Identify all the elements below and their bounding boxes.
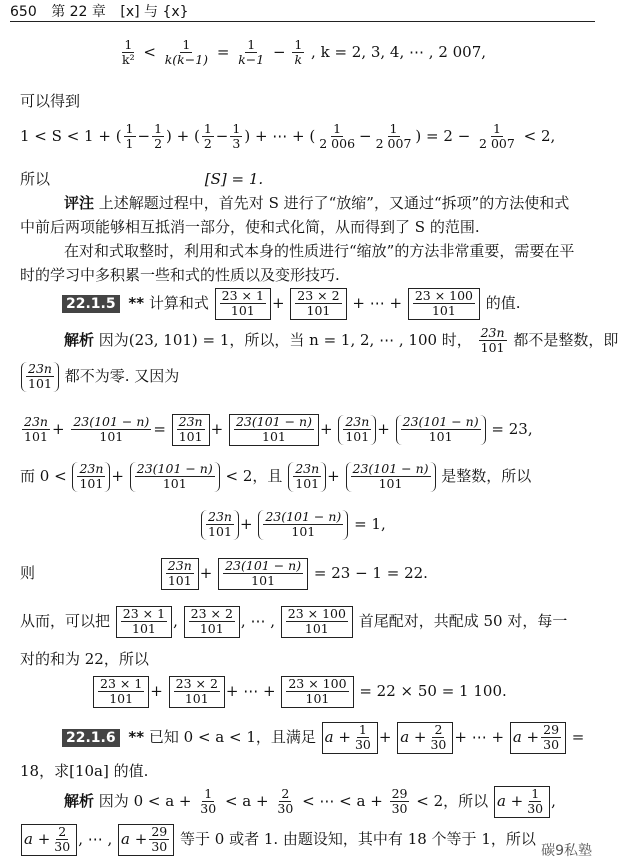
equation-9: $\frac{23 \times 1}{101}$ + $\frac{23 \times 2}{101}$ + ⋯ + $\frac{23 \times 100}{101}$ = 22 × 50 = 1 100. bbox=[92, 676, 604, 708]
problem-tag: 22.1.5 bbox=[62, 295, 120, 313]
problem-tag: 22.1.6 bbox=[62, 729, 120, 747]
watermark: 碳9私塾 bbox=[541, 840, 592, 860]
chapter-topic: [x] 与 {x} bbox=[120, 4, 189, 20]
solution-line: 解析 因为(23, 101) = 1，所以，当 n = 1, 2, ⋯ , 100 时， $\frac{23n}{101}$ 都不是整数，即 bbox=[64, 325, 618, 356]
solution-line: a + $\frac{2}{30}$ , ⋯ , a + $\frac{29}{30}$ 等于 0 或者 1. 由题设知，其中有 18 个等于 1，所以 bbox=[20, 824, 604, 856]
remark-line: 评注 上述解题过程中，首先对 S 进行了“放缩”，又通过“拆项”的方法使和式 bbox=[64, 194, 570, 212]
solution-line: 解析 因为 0 < a + $\frac{1}{30}$ < a + $\frac{2}{30}$ < ⋯ < a + $\frac{29}{30}$ < 2，所以 a + $\frac{1}{30}$ , bbox=[64, 786, 556, 817]
text-line: 可以得到 bbox=[20, 92, 81, 110]
problem-22-1-6: 22.1.6 ** 已知 0 < a < 1，且满足 a + $\frac{1}{30}$ + a + $\frac{2}{30}$ + ⋯ + a + $\frac{29}{30}$ = bbox=[62, 722, 604, 754]
problem-22-1-5: 22.1.5 ** 计算和式 $\frac{23 \times 1}{101}$ + $\frac{23 \times 2}{101}$ + ⋯ + $\frac{23 \times 100}{101}$ 的值. bbox=[62, 288, 604, 320]
remark-line: 中前后两项能够相互抵消一部分，使和式化简，从而得到了 S 的范围. bbox=[20, 218, 480, 236]
fraction: $\frac{1}{k-1}$ bbox=[238, 37, 265, 68]
fraction: $\frac{1}{k(k-1)}$ bbox=[164, 37, 209, 68]
solution-line: 从而，可以把 $\frac{23 \times 1}{101}$ , $\frac{23 \times 2}{101}$ , ⋯ , $\frac{23 \times 100}{101}$ 首尾配对，共配成 50 对，每一 bbox=[20, 606, 568, 637]
problem-line: 18，求[10a] 的值. bbox=[20, 762, 149, 780]
chapter-title: 第 22 章 bbox=[51, 4, 106, 20]
page-header bbox=[10, 3, 595, 22]
equation-6: 则 $\frac{23n}{101}$ + $\frac{23(101 - n)}{101}$ = 23 − 1 = 22. bbox=[20, 558, 428, 589]
page-number: 650 bbox=[10, 4, 37, 20]
fraction: $\frac{1}{\text{k²}}$ bbox=[122, 37, 135, 68]
equation-5: $\frac{23n}{101}$ + $\frac{23(101 - n)}{101}$ = 1, bbox=[200, 510, 604, 540]
solution-line: 对的和为 22，所以 bbox=[20, 650, 149, 668]
equation-1: $\frac{1}{\text{k²}}$ < $\frac{1}{k(k-1)}$ = $\frac{1}{k-1}$ − $\frac{1}{k}$ , k = 2, 3, 4, ⋯ , 2 007, bbox=[122, 37, 487, 68]
remark-line: 在对和式取整时，利用和式本身的性质进行“缩放”的方法非常重要，需要在平 bbox=[64, 242, 575, 260]
text-line: 所以 [S] = 1. bbox=[20, 170, 264, 188]
solution-line: $\frac{23n}{101}$ 都不为零. 又因为 bbox=[20, 362, 604, 392]
solution-line: 而 0 < $\frac{23n}{101}$ + $\frac{23(101 - n)}{101}$ < 2，且 $\frac{23n}{101}$ + $\frac{23(101 - n)}{101}$ 是整数，所以 bbox=[20, 461, 532, 492]
remark-line: 时的学习中多积累一些和式的性质以及变形技巧. bbox=[20, 266, 340, 284]
equation-3: $\frac{23n}{101}$ + $\frac{23(101 - n)}{101}$ = $\frac{23n}{101}$ + $\frac{23(101 - n)}{101}$ + $\frac{23n}{101}$ + $\frac{23(101 - n)}{101}$ = 23, bbox=[24, 414, 533, 445]
equation-2: 1 < S < 1 + ( $\frac{1}{1}$ − $\frac{1}{2}$ ) + ( $\frac{1}{2}$ − $\frac{1}{3}$ ) + ⋯ + ( $\frac{1}{2 006}$ − $\frac{1}{2 007}$ ) = 2 − $\frac{1}{2 007}$ < 2, bbox=[20, 121, 556, 152]
fraction: $\frac{1}{k}$ bbox=[294, 37, 303, 68]
